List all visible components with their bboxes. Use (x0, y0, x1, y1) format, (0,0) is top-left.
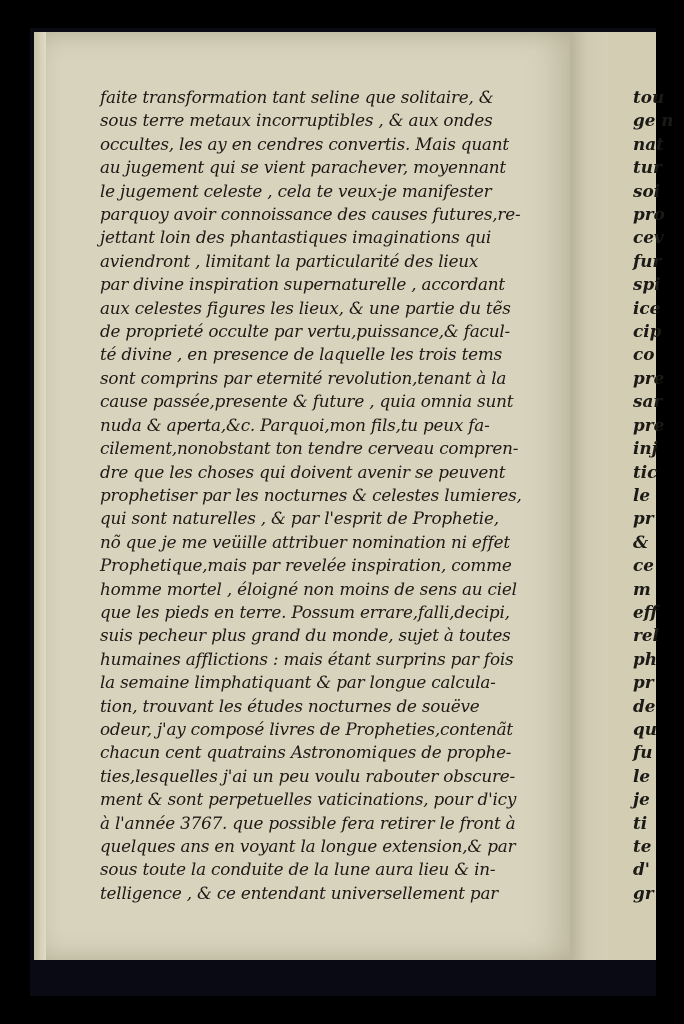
edge-text-line: ph (633, 648, 657, 669)
edge-text-line: le (633, 765, 651, 786)
edge-text-line: inj (633, 438, 658, 459)
text-line: chacun cent quatrains Astronomiques de prophe- (100, 742, 512, 763)
edge-text-line: fu (633, 742, 653, 763)
text-line: Prophetique,mais par revelée inspiration, comme (100, 555, 512, 576)
edge-text-line: & (633, 531, 649, 552)
edge-text-line: pr (633, 672, 654, 693)
edge-text-line: pre (633, 414, 665, 435)
text-line: aux celestes figures les lieux, & une partie du tẽs (100, 297, 511, 318)
text-line: nuda & aperta,&c. Parquoi,mon fils,tu peux fa- (100, 414, 490, 435)
edge-text-line: m (633, 578, 651, 599)
text-line: jettant loin des phantastiques imaginations qui (100, 227, 492, 248)
edge-text-line: te (633, 836, 652, 856)
book-gutter (570, 32, 610, 960)
text-line: dre que les choses qui doivent avenir se peuvent (100, 461, 506, 482)
edge-text-line: fur (633, 250, 662, 271)
text-line: faite transformation tant seline que solitaire, & (100, 87, 494, 107)
page-stack-edge (34, 32, 46, 960)
text-line: tion, trouvant les études nocturnes de souëve (100, 695, 480, 716)
text-line: occultes, les ay en cendres convertis. Mais quant (100, 133, 509, 154)
text-line: la semaine limphatiquant & par longue calcula- (100, 672, 496, 693)
edge-text-line: co (633, 344, 655, 365)
edge-text-line: tic (633, 461, 658, 482)
text-line: sous terre metaux incorruptibles , & aux ondes (100, 110, 493, 131)
text-line: homme mortel , éloigné non moins de sens au ciel (100, 578, 517, 599)
text-line: nõ que je me veüille attribuer nomination ni effet (100, 531, 510, 552)
edge-text-line: eff (633, 601, 658, 622)
text-line: cause passée,presente & future , quia omnia sunt (100, 391, 514, 412)
text-line: qui sont naturelles , & par l'esprit de Prophetie, (100, 508, 499, 529)
text-line: suis pecheur plus grand du monde, sujet à toutes (100, 625, 511, 646)
edge-text-line: je (633, 789, 650, 810)
edge-text-line: le (633, 484, 651, 505)
edge-text-line: tou (633, 87, 665, 107)
text-line: prophetiser par les nocturnes & celestes lumieres, (100, 484, 522, 505)
text-line: sont comprins par eternité revolution,tenant à la (100, 367, 507, 388)
edge-text-line: cip (633, 321, 662, 342)
edge-text-line: sar (633, 391, 663, 412)
edge-text-line: ti (633, 812, 648, 833)
text-line: ment & sont perpetuelles vaticinations, pour d'icy (100, 789, 517, 810)
text-line: humaines afflictions : mais étant surprins par fois (100, 648, 514, 669)
edge-text-line: pr (633, 508, 654, 529)
edge-text-line: soi (633, 180, 661, 201)
text-line: odeur, j'ay composé livres de Propheties,contenãt (100, 718, 513, 739)
edge-text-line: pre (633, 367, 665, 388)
edge-text-line: pro (633, 204, 665, 225)
edge-text-line: ice (633, 297, 661, 318)
edge-text-line: tur (633, 157, 662, 178)
edge-text-line: ce (633, 555, 654, 576)
edge-text-line: cev (633, 227, 664, 248)
edge-text-line: gr (633, 882, 654, 903)
text-line: cilement,nonobstant ton tendre cerveau compren- (100, 438, 519, 459)
text-line: de proprieté occulte par vertu,puissance,& facul- (100, 321, 511, 342)
edge-text-line: de (633, 695, 656, 716)
edge-text-line: nat (633, 133, 664, 154)
text-line: par divine inspiration supernaturelle , accordant (100, 274, 505, 295)
left-page-text (100, 86, 520, 905)
text-line: à l'année 3767. que possible fera retirer le front à (100, 812, 516, 833)
edge-text-line: d' (633, 859, 650, 880)
edge-text-line: spi (633, 274, 661, 295)
text-line: telligence , & ce entendant universellement par (100, 882, 499, 903)
text-line: au jugement qui se vient parachever, moyennant (100, 157, 506, 178)
text-line: sous toute la conduite de la lune aura lieu & in- (100, 859, 496, 880)
text-line: parquoy avoir connoissance des causes futures,re- (100, 204, 521, 225)
text-line: té divine , en presence de laquelle les trois tems (100, 344, 502, 365)
text-line: le jugement celeste , cela te veux-je manifester (100, 180, 492, 201)
right-page-text-fragments (633, 86, 674, 905)
edge-text-line: qu (633, 718, 657, 739)
text-line: ties,lesquelles j'ai un peu voulu rabouter obscure- (100, 765, 515, 786)
text-line: que les pieds en terre. Possum errare,falli,decipi, (100, 601, 510, 622)
text-line: aviendront , limitant la particularité des lieux (100, 250, 479, 271)
edge-text-line: rel (633, 625, 659, 646)
text-line: quelques ans en voyant la longue extension,& par (100, 836, 516, 856)
edge-text-line: ge n (633, 110, 674, 131)
